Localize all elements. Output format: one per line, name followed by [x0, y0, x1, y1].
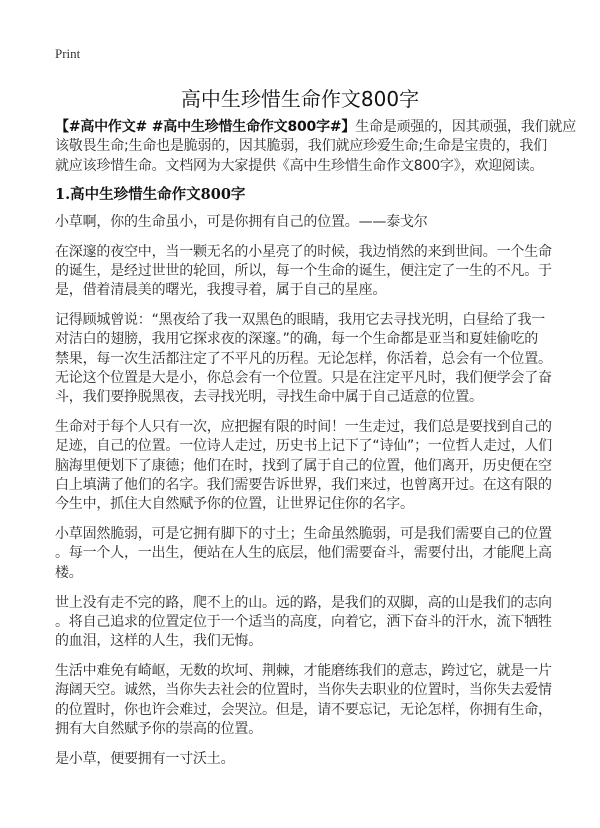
- paragraph-line: 是小草，便要拥有一寸沃土。: [55, 750, 235, 767]
- article-paragraph: [55, 662, 555, 739]
- intro-line: 该敬畏生命;生命也是脆弱的，因其脆弱，我们就应珍爱生命;生命是宝贵的，我们: [55, 138, 548, 155]
- paragraph-line: 。将自己追求的位置定位于一个适当的高度，向着它，洒下奋斗的汗水，流下牺牲: [55, 613, 552, 630]
- section-heading: 1.高中生珍惜生命作文800字: [55, 186, 246, 203]
- intro-line: 生命是顽强的，因其顽强，我们就应: [355, 119, 577, 135]
- paragraph-line: 今生中，抓住大自然赋予你的位置，让世界记住你的名字。: [55, 496, 414, 513]
- article-paragraph: [55, 594, 555, 652]
- paragraph-line: 小草固然脆弱，可是它拥有脚下的寸土；生命虽然脆弱，可是我们需要自己的位置: [55, 526, 552, 543]
- intro-paragraph: [55, 118, 577, 176]
- paragraph-line: 是，借着清晨美的曙光，我搜寻着，属于自己的星座。: [55, 282, 387, 299]
- article-paragraph: [55, 418, 555, 514]
- paragraph-line: 禁果，每一次生活都注定了不平凡的历程。无论怎样，你活着，总会有一个位置。: [55, 350, 552, 367]
- paragraph-line: 记得顾城曾说：“黑夜给了我一双黑色的眼睛，我用它去寻找光明，白昼给了我一: [55, 312, 546, 329]
- paragraph-line: 在深邃的夜空中，当一颗无名的小星亮了的时候，我边悄然的来到世间。一个生命: [55, 243, 552, 260]
- paragraph-line: 楼。: [55, 564, 83, 581]
- page-title: 高中生珍惜生命作文800字: [180, 87, 420, 111]
- print-link[interactable]: Print: [55, 46, 81, 61]
- article-paragraph: [55, 311, 555, 407]
- article-paragraph: [55, 525, 555, 583]
- paragraph-line: 小草啊，你的生命虽小，可是你拥有自己的位置。——泰戈尔: [55, 214, 428, 230]
- paragraph-line: 对洁白的翅膀，我用它探求夜的深邃。”的确，每一个生命都是亚当和夏娃偷吃的: [55, 331, 539, 348]
- paragraph-line: 世上没有走不完的路，爬不上的山。远的路，是我们的双脚，高的山是我们的志向: [55, 594, 552, 611]
- paragraph-line: 白上填满了他们的名字。我们需要告诉世界，我们来过，也曾离开过。在这有限的: [55, 477, 552, 494]
- paragraph-line: 。每一个人，一出生，便站在人生的底层，他们需要奋斗，需要付出，才能爬上高: [55, 545, 552, 562]
- paragraph-line: 斗，我们要挣脱黑夜，去寻找光明，寻找生命中属于自己适意的位置。: [55, 389, 483, 406]
- paragraph-line: 无论这个位置是大是小，你总会有一个位置。只是在注定平凡时，我们便学会了奋: [55, 370, 552, 387]
- paragraph-line: 的诞生，是经过世世的轮回，所以，每一个生命的诞生，便注定了一生的不凡。于: [55, 263, 552, 280]
- paragraph-line: 海阔天空。诚然，当你失去社会的位置时，当你失去职业的位置时，当你失去爱情: [55, 682, 552, 699]
- paragraph-line: 生活中难免有崎岖，无数的坎坷、荆棘，才能磨练我们的意志，跨过它，就是一片: [55, 662, 552, 679]
- paragraph-line: 脑海里便划下了康德；他们在时，找到了属于自己的位置，他们离开，历史便在空: [55, 457, 552, 474]
- intro-tag: 【#高中作文# #高中生珍惜生命作文800字#】: [55, 119, 356, 135]
- paragraph-line: 足迹，自己的位置。一位诗人走过，历史书上记下了“诗仙”；一位哲人走过，人们: [55, 438, 553, 455]
- paragraph-line: 的血泪，这样的人生，我们无悔。: [55, 633, 262, 650]
- paragraph-line: 拥有大自然赋予你的崇高的位置。: [55, 720, 262, 737]
- article-body: [55, 213, 555, 779]
- paragraph-line: 生命对于每个人只有一次，应把握有限的时间！一生走过，我们总是要找到自己的: [55, 419, 552, 436]
- intro-line: 就应该珍惜生命。文档网为大家提供《高中生珍惜生命作文800字》，欢迎阅读。: [55, 157, 544, 174]
- article-paragraph: [55, 213, 555, 232]
- article-paragraph: [55, 243, 555, 301]
- article-paragraph: [55, 750, 555, 769]
- paragraph-line: 的位置时，你也许会难过，会哭泣。但是，请不要忘记，无论怎样，你拥有生命，: [55, 701, 552, 718]
